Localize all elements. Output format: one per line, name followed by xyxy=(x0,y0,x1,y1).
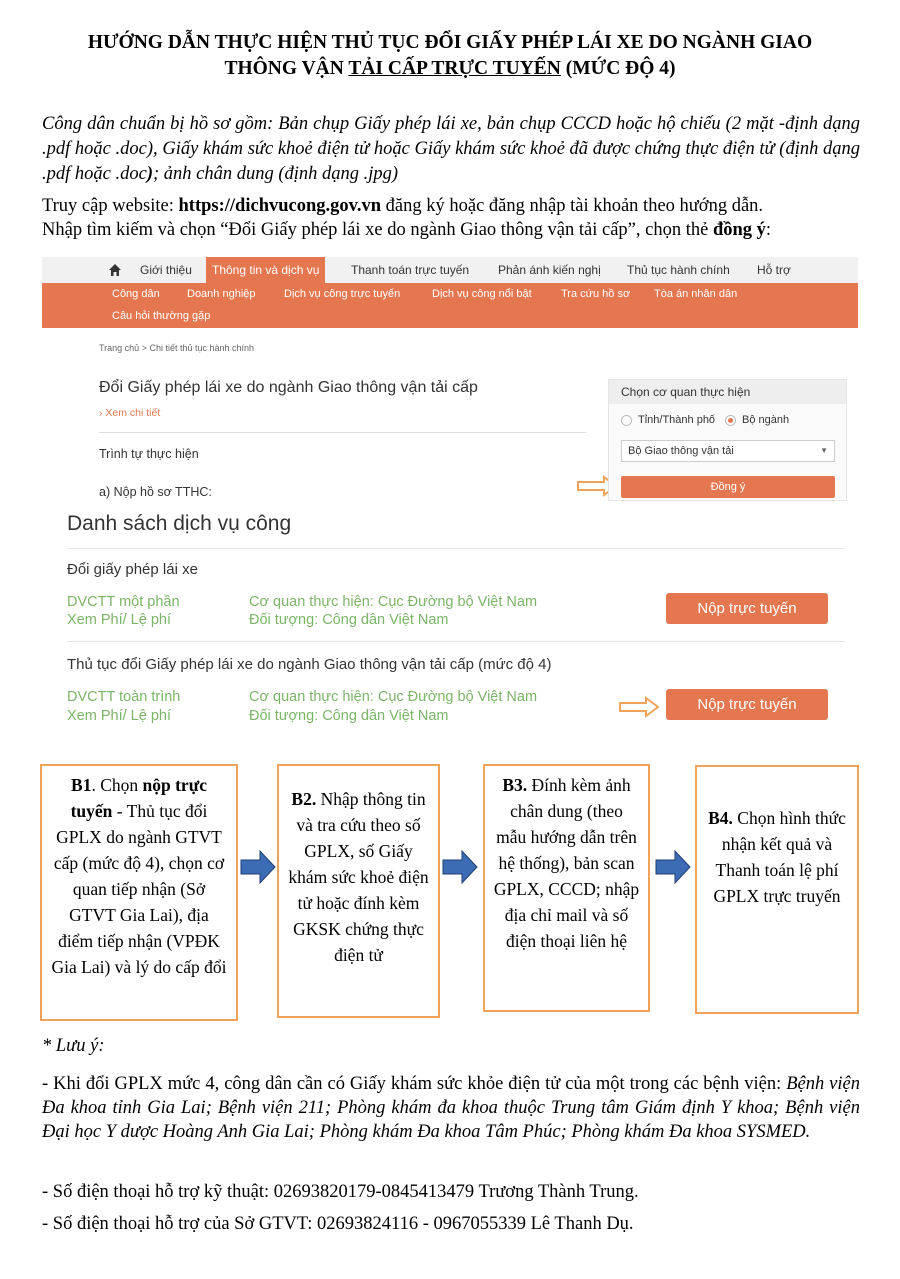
arrow-right-icon xyxy=(240,849,276,885)
sequence-heading: Trình tự thực hiện xyxy=(99,447,199,461)
service-level: DVCTT một phần xyxy=(67,594,180,610)
subnav-featured[interactable]: Dịch vụ công nổi bật xyxy=(432,288,532,300)
step-b4-box: B4. Chọn hình thức nhận kết quả và Thanh toán lệ phí GPLX trực truyến xyxy=(695,765,859,1014)
step-b1-box: B1. Chọn nộp trực tuyến - Thủ tục đổi GPLX do ngành GTVT cấp (mức độ 4), chọn cơ quan tiếp nhận (Sở GTVT Gia Lai), địa điểm tiếp nhận (VPĐK Gia Lai) và lý do cấp đổi xyxy=(40,764,238,1021)
arrow-right-outline-icon xyxy=(618,696,660,718)
service-list-heading: Danh sách dịch vụ công xyxy=(67,512,292,535)
submit-online-button[interactable]: Nộp trực tuyến xyxy=(666,689,828,720)
nav-item-info-services[interactable]: Thông tin và dịch vụ xyxy=(206,257,325,283)
agree-button[interactable]: Đồng ý xyxy=(621,476,835,498)
service-target: Đối tượng: Công dân Việt Nam xyxy=(249,708,449,724)
divider xyxy=(99,432,586,433)
divider xyxy=(67,641,845,642)
radio-ministry-label: Bộ ngành xyxy=(742,414,790,426)
arrow-right-icon xyxy=(655,849,691,885)
nav-item-admin-procedures[interactable]: Thủ tục hành chính xyxy=(627,263,730,277)
agency-select[interactable]: Bộ Giao thông vận tải ▼ xyxy=(621,440,835,462)
submit-online-button[interactable]: Nộp trực tuyến xyxy=(666,593,828,624)
radio-province[interactable] xyxy=(621,415,632,426)
step-b2-box: B2. Nhập thông tin và tra cứu theo số GPLX, số Giấy khám sức khoẻ điện tử hoặc đính kèm GKSK chứng thực điện tử xyxy=(277,764,440,1018)
subnav-lookup[interactable]: Tra cứu hồ sơ xyxy=(561,288,631,300)
nav-item-online-payment[interactable]: Thanh toán trực tuyến xyxy=(351,263,470,277)
notes-heading: * Lưu ý: xyxy=(42,1036,105,1056)
chevron-down-icon: ▼ xyxy=(820,446,828,455)
service-agency: Cơ quan thực hiện: Cục Đường bộ Việt Nam xyxy=(249,689,538,705)
website-url[interactable]: https://dichvucong.gov.vn xyxy=(178,196,382,216)
main-nav xyxy=(42,257,858,283)
subnav-business[interactable]: Doanh nghiệp xyxy=(187,288,256,300)
title-line-1: HƯỚNG DẪN THỰC HIỆN THỦ TỤC ĐỔI GIẤY PHÉP LÁI XE DO NGÀNH GIAO xyxy=(87,32,813,53)
agency-panel xyxy=(608,379,847,501)
arrow-right-icon xyxy=(442,849,478,885)
service-level: DVCTT toàn trình xyxy=(67,689,181,705)
nav-item-support[interactable]: Hỗ trợ xyxy=(757,263,791,277)
radio-province-label: Tỉnh/Thành phố xyxy=(638,414,716,426)
document-title xyxy=(0,30,900,82)
access-instructions xyxy=(42,194,862,242)
nav-item-about[interactable]: Giới thiệu xyxy=(140,263,192,277)
procedure-title: Đổi Giấy phép lái xe do ngành Giao thông vận tải cấp xyxy=(99,379,478,396)
service-agency: Cơ quan thực hiện: Cục Đường bộ Việt Nam xyxy=(249,594,538,610)
view-detail-link[interactable]: › Xem chi tiết xyxy=(99,407,161,419)
service-name[interactable]: Thủ tục đổi Giấy phép lái xe do ngành Giao thông vận tải cấp (mức độ 4) xyxy=(67,656,552,673)
service-list-screenshot xyxy=(42,507,858,750)
subnav-faq[interactable]: Câu hỏi thường gặp xyxy=(112,310,211,322)
submit-step-label: a) Nộp hồ sơ TTHC: xyxy=(99,485,212,499)
fees-link[interactable]: Xem Phí/ Lệ phí xyxy=(67,612,171,628)
service-name[interactable]: Đổi giấy phép lái xe xyxy=(67,561,198,578)
subnav-court[interactable]: Tòa án nhân dân xyxy=(654,288,738,300)
subnav-citizen[interactable]: Công dân xyxy=(112,288,160,300)
agency-panel-heading: Chọn cơ quan thực hiện xyxy=(609,380,846,404)
note-department-phone: - Số điện thoại hỗ trợ của Sở GTVT: 02693824116 - 0967055339 Lê Thanh Dụ. xyxy=(42,1214,634,1234)
divider xyxy=(67,548,845,549)
access-line-1: Truy cập website: https://dichvucong.gov.vn đăng ký hoặc đăng nhập tài khoản theo hướng dẫn. xyxy=(42,196,764,216)
access-line-2: Nhập tìm kiếm và chọn “Đổi Giấy phép lái xe do ngành Giao thông vận tải cấp”, chọn thẻ đồng ý: xyxy=(42,220,772,240)
fees-link[interactable]: Xem Phí/ Lệ phí xyxy=(67,708,171,724)
radio-ministry[interactable] xyxy=(725,415,736,426)
requirements-paragraph: Công dân chuẩn bị hồ sơ gồm: Bản chụp Giấy phép lái xe, bản chụp CCCD hoặc hộ chiếu (2 mặt -định dạng .pdf hoặc .doc), Giấy khám sức khoẻ điện tử hoặc Giấy khám sức khoẻ đã được chứng thực điện tử (định dạng .pdf hoặc .doc); ảnh chân dung (định dạng .jpg) xyxy=(42,114,860,184)
step-b3-box: B3. Đính kèm ảnh chân dung (theo mẫu hướng dẫn trên hệ thống), bản scan GPLX, CCCD; nhập địa chỉ mail và số điện thoại liên hệ xyxy=(483,764,650,1012)
portal-screenshot xyxy=(42,257,858,507)
subnav-online-services[interactable]: Dịch vụ công trực tuyến xyxy=(284,288,401,300)
breadcrumb: Trang chủ > Chi tiết thủ tục hành chính xyxy=(99,343,255,353)
home-icon[interactable] xyxy=(108,263,122,277)
sub-nav xyxy=(42,283,858,328)
nav-item-feedback[interactable]: Phản ánh kiến nghị xyxy=(498,263,601,277)
title-line-2: THÔNG VẬN TẢI CẤP TRỰC TUYẾN (MỨC ĐỘ 4) xyxy=(224,58,676,79)
note-tech-support-phone: - Số điện thoại hỗ trợ kỹ thuật: 02693820179-0845413479 Trương Thành Trung. xyxy=(42,1182,639,1202)
service-target: Đối tượng: Công dân Việt Nam xyxy=(249,612,449,628)
note-hospitals: - Khi đổi GPLX mức 4, công dân cần có Giấy khám sức khỏe điện tử của một trong các bệnh viện: Bệnh viện Đa khoa tỉnh Gia Lai; Bệnh viện 211; Phòng khám đa khoa thuộc Trung tâm Giám định Y khoa; Bệnh viện Đại học Y dược Hoàng Anh Gia Lai; Phòng khám Đa khoa Tâm Phúc; Phòng khám Đa khoa SYSMED. xyxy=(42,1074,860,1142)
